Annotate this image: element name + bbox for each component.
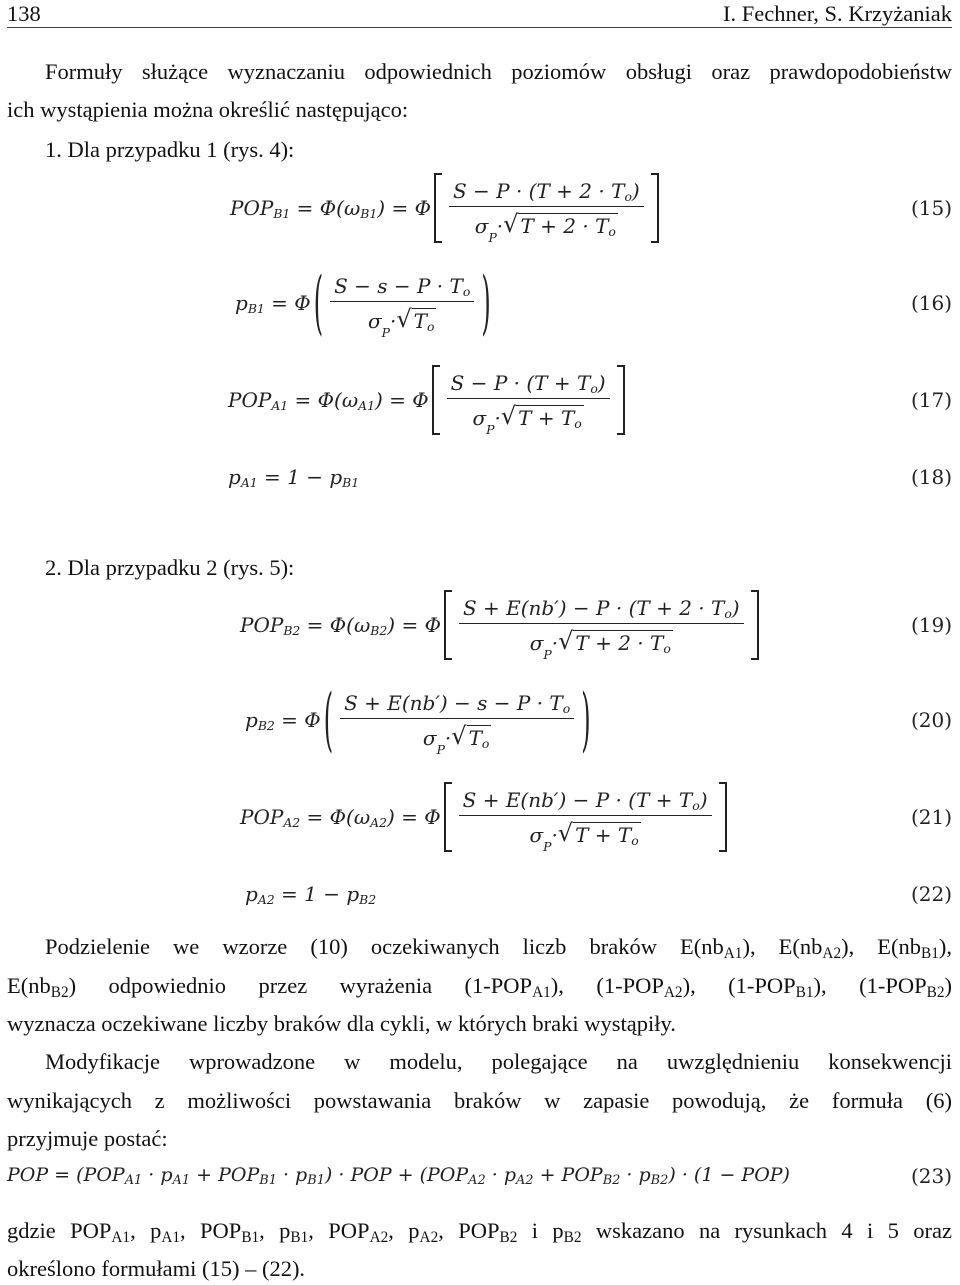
paragraph-line [7, 1009, 952, 1039]
left-bracket [444, 590, 452, 660]
text-run: POP = (POP [7, 1164, 125, 1186]
numerator [447, 371, 610, 399]
text-run: wskazano na rysunkach 4 i 5 oraz [581, 1218, 952, 1243]
text-run: ) odpowiednio przez wyrażenia (1-POP [68, 973, 533, 998]
subscript: o [574, 415, 582, 431]
text-run: ), E(nb [742, 934, 823, 959]
text-run: , p [130, 1218, 162, 1243]
text-run: + POP [533, 1164, 603, 1186]
text-run: , POP [180, 1218, 242, 1243]
text-run: σ [367, 308, 382, 333]
right-bracket [751, 590, 759, 660]
text-run: ), (1-POP [682, 973, 796, 998]
text-run: ) [631, 178, 640, 203]
text-run: = Φ [274, 708, 321, 732]
text-run: · [444, 725, 452, 750]
subscript: B2 [50, 983, 69, 1001]
equation-number: (23) [910, 1164, 952, 1188]
text-run: wynikających z możliwości powstawania braków w zapasie powodują, że formuła (6) [7, 1088, 952, 1113]
left-paren: ( [313, 262, 324, 344]
subscript: o [562, 700, 571, 716]
text-run: + POP [190, 1164, 260, 1186]
text-run: σ [472, 405, 487, 430]
right-paren: ) [481, 262, 491, 344]
text-run: = Φ [264, 291, 311, 315]
text-run: = 1 − p [274, 882, 360, 906]
subscript: B2 [650, 1173, 669, 1189]
subscript: o [462, 283, 471, 299]
denominator: σ P · √ $T + T_o$ [472, 401, 582, 437]
text-run: T + 2 · T [520, 213, 609, 238]
paragraph-line [7, 1216, 952, 1246]
text-run: · p [620, 1164, 651, 1186]
subscript: B1 [290, 1228, 309, 1246]
sqrt-icon: √ [503, 209, 519, 238]
radicand [467, 725, 492, 750]
left-paren: ( [323, 679, 334, 761]
text-run: = Φ(ω [300, 805, 371, 829]
radicand [516, 405, 584, 430]
denominator: σ P · √ $T + T_o$ [529, 818, 639, 854]
subscript: A2 [283, 815, 301, 831]
text-run: S − P · (T + 2 · T [452, 178, 625, 203]
case-2-label: 2. Dla przypadku 2 (rys. 5): [45, 555, 295, 580]
subscript: A1 [271, 398, 289, 414]
equation-number: (17) [910, 388, 952, 412]
text-run: ), (1-POP [550, 973, 664, 998]
left-bracket [444, 782, 452, 852]
radicand [518, 213, 617, 238]
subscript: A1 [111, 1228, 131, 1246]
text-run: σ [529, 822, 544, 847]
formula-lhs [235, 291, 311, 315]
page-number: 138 [7, 1, 41, 26]
text-run: ) [597, 370, 606, 395]
subscript: o [608, 223, 616, 239]
text-run: T [413, 308, 427, 333]
text-run: Modyfikacje wprowadzone w modelu, polegające na uwzględnieniu konsekwencji [45, 1049, 952, 1074]
text-run: · [494, 405, 501, 430]
text-run: POP [240, 613, 284, 637]
formula-lhs [245, 708, 321, 732]
formula-lhs [230, 196, 431, 220]
text-run: S + E(nb′) − s − P · T [344, 690, 563, 715]
subscript: o [624, 188, 632, 204]
fraction [449, 178, 644, 245]
right-bracket [719, 782, 727, 852]
text-run: , p [259, 1218, 291, 1243]
numerator [459, 596, 744, 624]
denominator: σ P · √ $T_o$ [422, 721, 490, 757]
text-run: przyjmuje postać: [7, 1126, 168, 1151]
text-run: ) [731, 595, 740, 620]
formula-21 [240, 777, 730, 857]
subscript: B2 [563, 1228, 582, 1246]
text-run: T + 2 · T [575, 630, 664, 655]
text-run: ) [944, 973, 952, 998]
subscript: A2 [515, 1173, 534, 1189]
equation-number: (16) [910, 291, 952, 315]
subscript: B2 [359, 892, 377, 908]
subscript: B2 [602, 1173, 621, 1189]
formula-lhs [228, 465, 359, 489]
equation-number: (18) [910, 465, 952, 489]
text-run: POP [240, 805, 284, 829]
page-header [7, 0, 952, 28]
subscript: B1 [795, 983, 814, 1001]
sqrt-icon: √ [500, 401, 517, 430]
formula-19 [240, 585, 762, 665]
sqrt-icon: √ [558, 626, 574, 655]
paragraph-line [7, 1124, 952, 1154]
sqrt-icon: √ [396, 304, 412, 333]
text-run: ) · (1 − POP) [668, 1164, 790, 1186]
subscript: o [590, 380, 598, 396]
text-run: · [551, 630, 559, 655]
text-run: · p [142, 1164, 173, 1186]
text-run: , POP [308, 1218, 370, 1243]
subscript: A2 [663, 983, 683, 1001]
text-run: ) = Φ [387, 613, 441, 637]
text-run: S − P · (T + T [450, 370, 591, 395]
text-run: = Φ(ω [288, 388, 359, 412]
subscript: A2 [822, 944, 842, 962]
fraction [447, 370, 610, 437]
text-run: gdzie POP [7, 1218, 112, 1243]
text-run: ), [938, 934, 953, 959]
text-run: ), (1-POP [813, 973, 927, 998]
text-run: · [496, 213, 504, 238]
right-paren: ) [581, 679, 591, 761]
text-run: wyznacza oczekiwane liczby braków dla cykli, w których braki wystąpiły. [7, 1011, 676, 1036]
fraction [459, 787, 712, 854]
left-bracket [432, 365, 440, 435]
radicand [573, 822, 641, 847]
subscript: o [631, 832, 639, 848]
subscript: o [481, 735, 490, 751]
denominator: σ P · √ $T + 2 \cdot T_o$ [474, 209, 616, 245]
case-1-label: 1. Dla przypadku 1 (rys. 4): [45, 137, 295, 162]
text-run: σ [422, 725, 437, 750]
text-run: POP [228, 388, 272, 412]
denominator: σ P · √ $T + 2 \cdot T_o$ [529, 626, 671, 662]
text-run: Formuły służące wyznaczaniu odpowiednich poziomów obsługi oraz prawdopodobieństw [45, 59, 952, 84]
subscript: B1 [342, 475, 360, 491]
text-run: E(nb [7, 973, 51, 998]
text-run: = 1 − p [257, 465, 343, 489]
subscript: A2 [468, 1173, 486, 1189]
subscript: B2 [283, 623, 301, 639]
paragraph-line [45, 932, 952, 962]
equation-number: (20) [910, 708, 952, 732]
equation-number: (22) [910, 882, 952, 906]
formula-20 [245, 680, 594, 760]
paragraph-line [7, 971, 952, 1001]
text-run: T + T [518, 405, 575, 430]
subscript: A1 [172, 1173, 191, 1189]
subscript: B2 [926, 983, 945, 1001]
numerator [330, 274, 474, 302]
denominator: σ P · √ $T_o$ [367, 304, 435, 340]
subscript: B1 [273, 206, 291, 222]
sqrt-icon: √ [451, 721, 467, 750]
right-bracket [651, 173, 659, 243]
text-run: , p [388, 1218, 420, 1243]
radicand [573, 630, 672, 655]
intro-line [45, 57, 952, 87]
equation-number: (19) [910, 613, 952, 637]
radicand [412, 308, 437, 333]
text-run: S − s − P · T [334, 273, 463, 298]
formula-22 [245, 854, 376, 934]
subscript: o [692, 797, 700, 813]
subscript: A2 [369, 1228, 389, 1246]
left-bracket [434, 173, 442, 243]
subscript: B1 [921, 944, 939, 962]
equation-number: (21) [910, 805, 952, 829]
text-run: σ [529, 630, 544, 655]
formula-lhs [228, 388, 429, 412]
fraction [330, 273, 474, 340]
text-run: określono formułami (15) – (22). [7, 1256, 306, 1281]
text-run: σ [474, 213, 489, 238]
subscript: A1 [532, 983, 551, 1001]
text-run: · p [276, 1164, 308, 1186]
subscript: A2 [257, 892, 275, 908]
subscript: o [663, 640, 671, 656]
text-run: ), E(nb [841, 934, 922, 959]
formula-18 [228, 437, 359, 517]
text-run: p [245, 882, 258, 906]
text-run: · [389, 308, 397, 333]
text-run: ) = Φ [374, 388, 429, 412]
text-run: T + T [575, 822, 632, 847]
subscript: B2 [370, 623, 388, 639]
subscript: A1 [161, 1228, 181, 1246]
formula-lhs [245, 882, 376, 906]
paragraph-line [7, 1254, 952, 1284]
subscript: A1 [723, 944, 743, 962]
subscript: o [426, 318, 435, 334]
text-run: ) = Φ [386, 805, 441, 829]
paragraph-line [45, 1047, 952, 1077]
subscript: A1 [124, 1173, 143, 1189]
text-run: · [551, 822, 558, 847]
formula-lhs [240, 613, 441, 637]
text-run: S + E(nb′) − P · (T + T [462, 787, 693, 812]
numerator [459, 788, 712, 816]
formula-lhs [240, 805, 441, 829]
paragraph-line [7, 1086, 952, 1116]
formula-23 [7, 1164, 790, 1189]
intro-line [7, 95, 952, 125]
subscript: B1 [360, 206, 378, 222]
text-run: p [245, 708, 258, 732]
fraction [459, 595, 744, 662]
sqrt-icon: √ [557, 818, 574, 847]
text-run: i p [517, 1218, 564, 1243]
text-run: = Φ(ω [300, 613, 371, 637]
text-run: S + E(nb′) − P · (T + 2 · T [462, 595, 725, 620]
text-run: p [228, 465, 241, 489]
subscript: A1 [240, 475, 258, 491]
text-run: , POP [438, 1218, 500, 1243]
right-bracket [617, 365, 625, 435]
subscript: B2 [257, 718, 275, 734]
text-run: POP [230, 196, 274, 220]
subscript: A2 [419, 1228, 439, 1246]
subscript: B1 [307, 1173, 325, 1189]
formula-15 [230, 168, 662, 248]
numerator [449, 179, 644, 207]
subscript: B1 [247, 301, 265, 317]
text-run: · p [485, 1164, 516, 1186]
fraction [340, 690, 574, 757]
text-run: ich wystąpienia można określić następująco: [7, 97, 409, 122]
text-run: ) · POP + (POP [324, 1164, 469, 1186]
equation-number: (15) [910, 196, 952, 220]
subscript: B2 [499, 1228, 518, 1246]
running-title: I. Fechner, S. Krzyżaniak [722, 1, 952, 26]
subscript: A1 [358, 398, 375, 414]
text-run: = Φ(ω [290, 196, 361, 220]
formula-16 [235, 263, 494, 343]
text-run: Podzielenie we wzorze (10) oczekiwanych liczb braków E(nb [45, 934, 724, 959]
formula-17 [228, 360, 628, 440]
subscript: B1 [259, 1173, 277, 1189]
subscript: o [724, 605, 732, 621]
text-run: p [235, 291, 248, 315]
text-run: ) = Φ [377, 196, 431, 220]
subscript: B1 [241, 1228, 260, 1246]
text-run: ) [699, 787, 708, 812]
subscript: A2 [370, 815, 387, 831]
text-run: T [468, 725, 482, 750]
numerator [340, 691, 574, 719]
